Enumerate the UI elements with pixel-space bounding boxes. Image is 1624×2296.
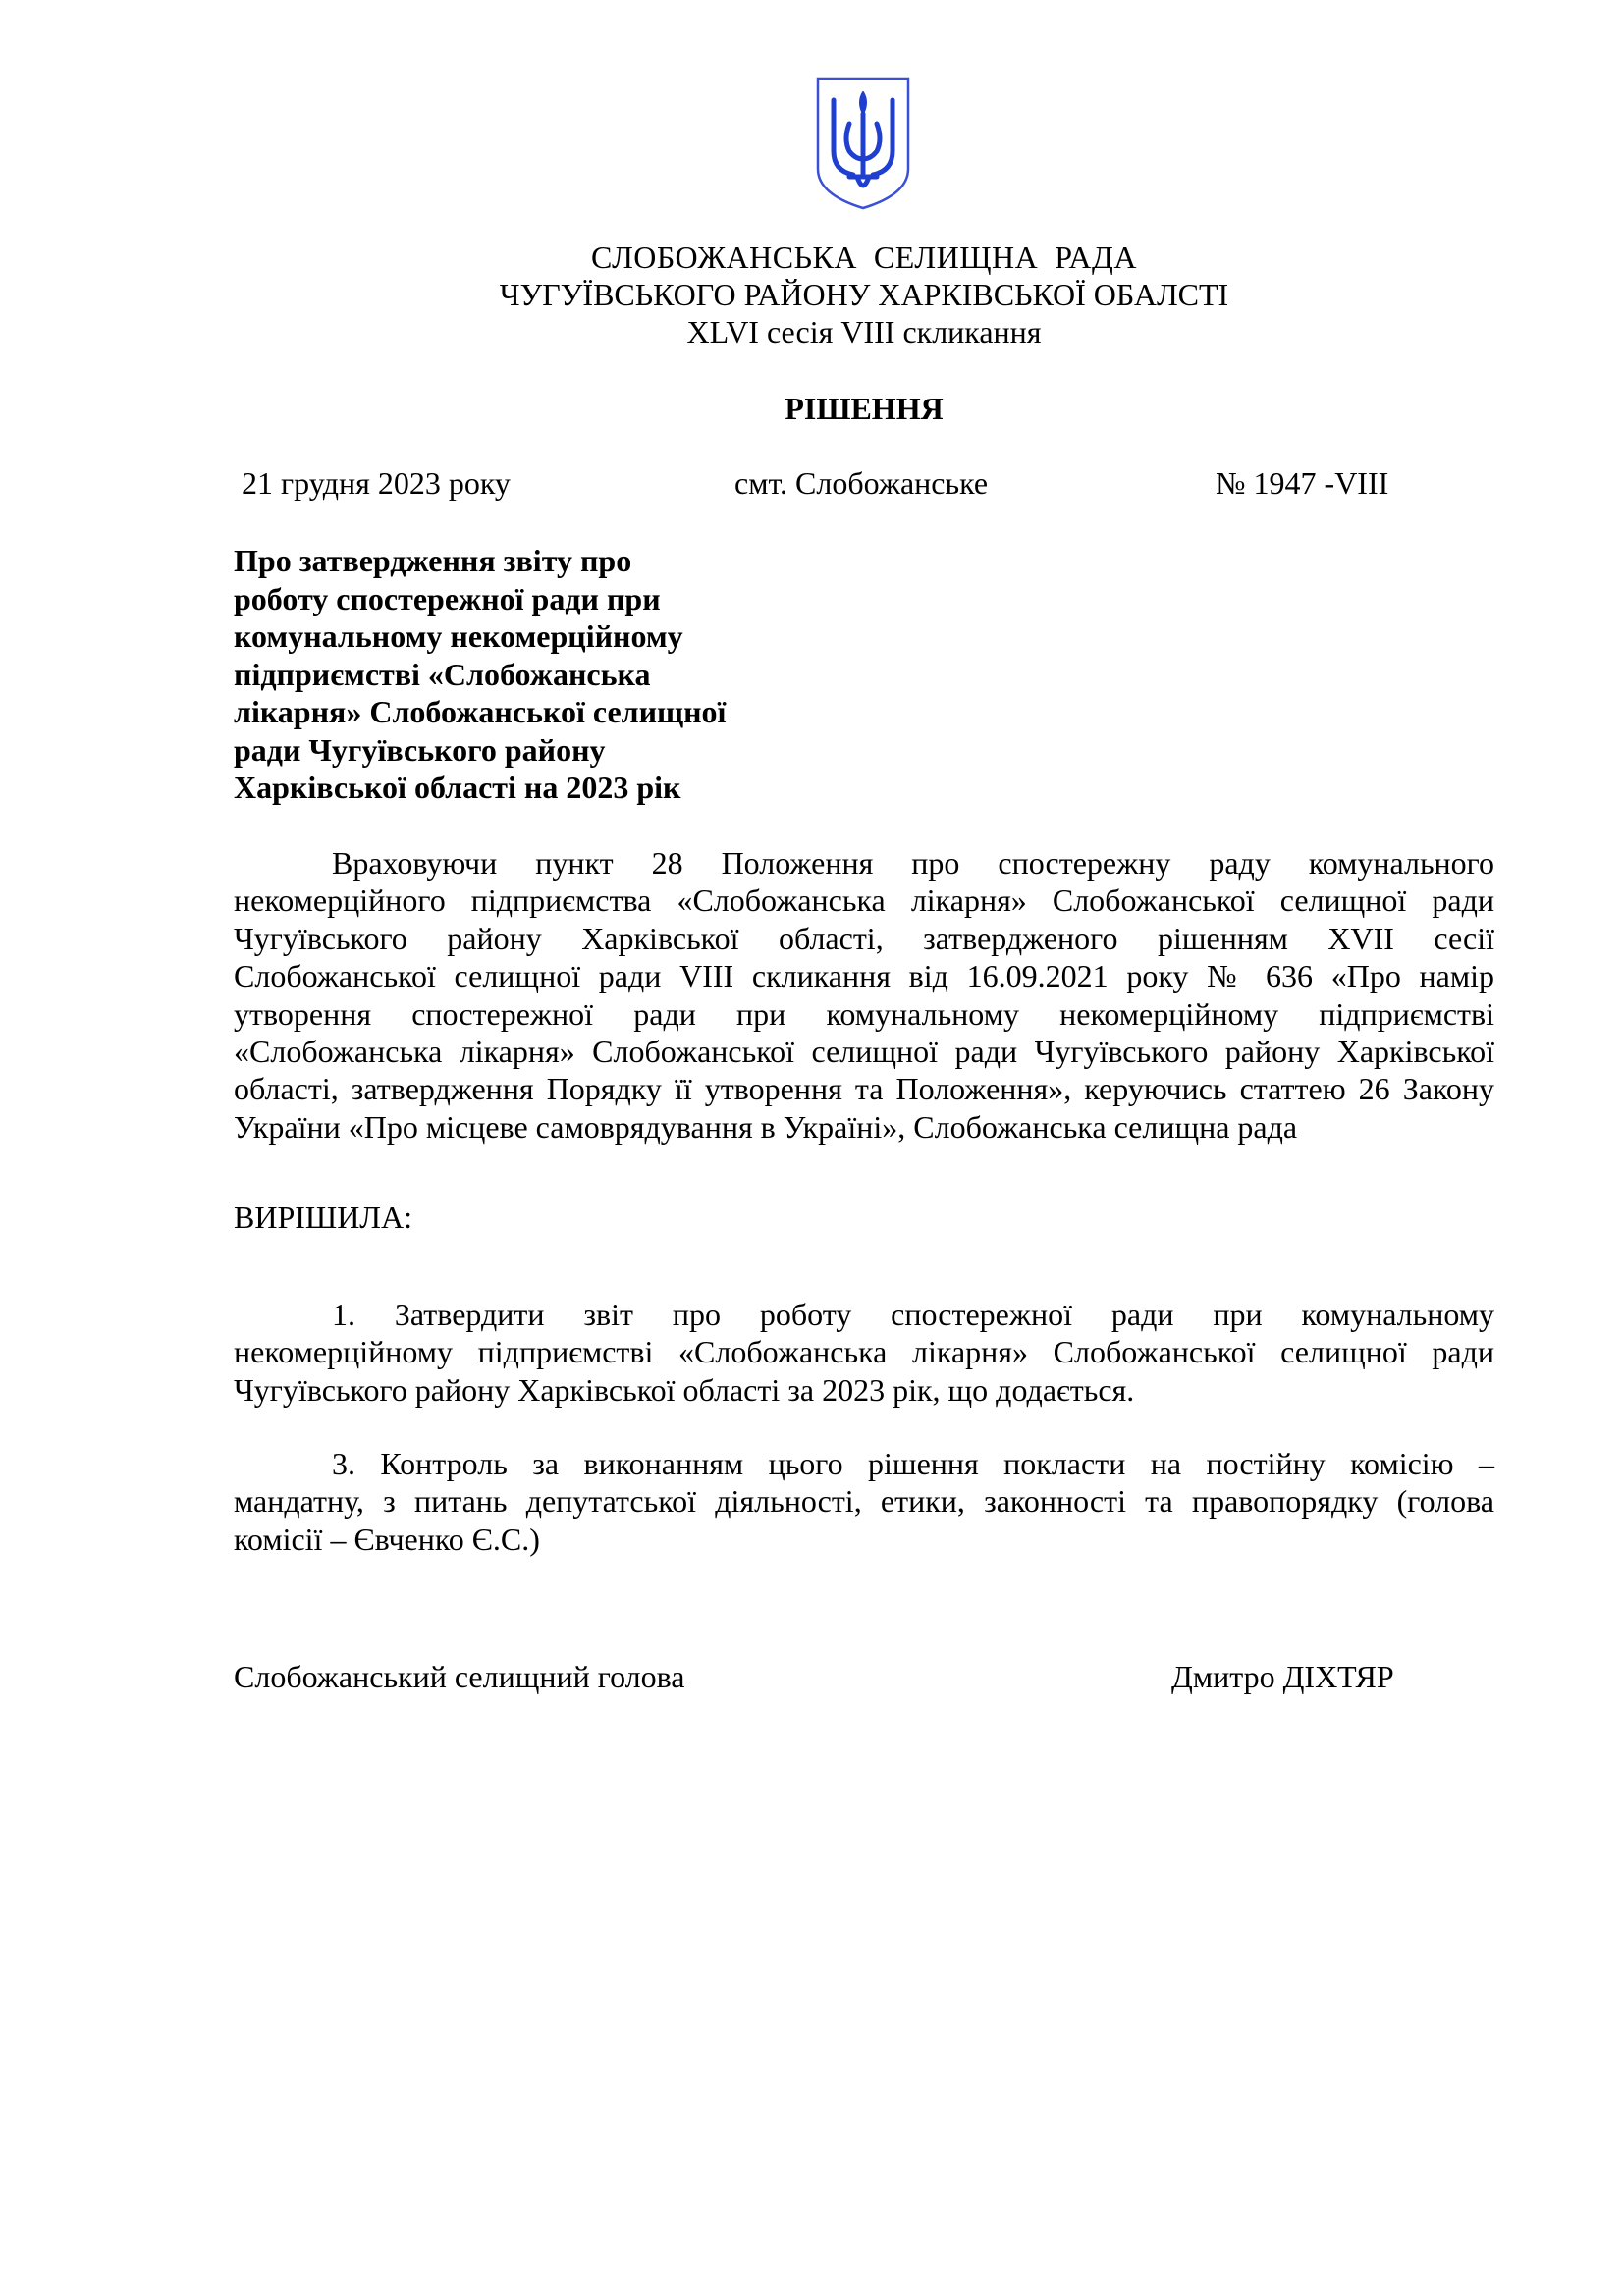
paragraph-line: «Слобожанська лікарня» Слобожанської селищної ради Чугуївського району Харківської <box>234 1033 1494 1069</box>
session-info: XLVI сесія VIII скликання <box>686 314 1042 349</box>
signatory-role: Слобожанський селищний голова <box>234 1659 685 1694</box>
signatory-name: Дмитро ДІХТЯР <box>1171 1659 1394 1694</box>
paragraph-line: області, затвердження Порядку її утворення та Положення», керуючись статтею 26 Закону <box>234 1071 1494 1107</box>
paragraph-line: мандатну, з питань депутатської діяльності, етики, законності та правопорядку (голова <box>234 1483 1494 1520</box>
decision-subject <box>234 542 784 807</box>
paragraph-line: України «Про місцеве самоврядування в Україні», Слобожанська селищна рада <box>234 1108 1298 1145</box>
paragraph-line: Слобожанської селищної ради VIII скликання від 16.09.2021 року № 636 «Про намір <box>234 958 1494 994</box>
paragraph-line: некомерційного підприємства «Слобожанська лікарня» Слобожанської селищної ради <box>234 882 1494 919</box>
document-title: РІШЕННЯ <box>785 391 944 426</box>
decided-heading: ВИРІШИЛА: <box>234 1200 412 1235</box>
decision-date: 21 грудня 2023 року <box>242 465 511 501</box>
paragraph-line: Чугуївського району Харківської області за 2023 рік, що додається. <box>234 1371 1135 1408</box>
paragraph-line: комісії – Євченко Є.С.) <box>234 1521 540 1557</box>
decision-item-3 <box>234 1445 1494 1558</box>
subject-line: Харківської області на 2023 рік <box>234 770 681 805</box>
trident-emblem-icon <box>814 75 912 212</box>
subject-line: комунальному некомерційному <box>234 618 683 654</box>
paragraph-line: 3. Контроль за виконанням цього рішення покласти на постійну комісію – <box>332 1446 1494 1481</box>
council-name: СЛОБОЖАНСЬКА СЕЛИЩНА РАДА <box>591 240 1137 275</box>
paragraph-line: утворення спостережної ради при комунальному некомерційному підприємстві <box>234 995 1494 1032</box>
subject-line: лікарня» Слобожанської селищної <box>234 694 727 729</box>
subject-line: ради Чугуївського району <box>234 731 606 768</box>
decision-number: № 1947 -VIII <box>1216 465 1389 501</box>
preamble-paragraph <box>234 844 1494 1146</box>
paragraph-line: Чугуївського району Харківської області, затвердженого рішенням XVII сесії <box>234 920 1494 956</box>
paragraph-line: 1. Затвердити звіт про роботу спостережної ради при комунальному <box>332 1297 1494 1332</box>
paragraph-line: некомерційному підприємстві «Слобожанська лікарня» Слобожанської селищної ради <box>234 1334 1494 1370</box>
paragraph-line: Враховуючи пункт 28 Положення про спостережну раду комунального <box>332 845 1494 881</box>
decision-item-1 <box>234 1296 1494 1409</box>
subject-line: Про затвердження звіту про <box>234 543 632 578</box>
decision-place: смт. Слобожанське <box>734 465 989 501</box>
subject-line: підприємстві «Слобожанська <box>234 656 651 692</box>
subject-line: роботу спостережної ради при <box>234 580 661 616</box>
district-name: ЧУГУЇВСЬКОГО РАЙОНУ ХАРКІВСЬКОЇ ОБАЛСТІ <box>499 277 1229 312</box>
